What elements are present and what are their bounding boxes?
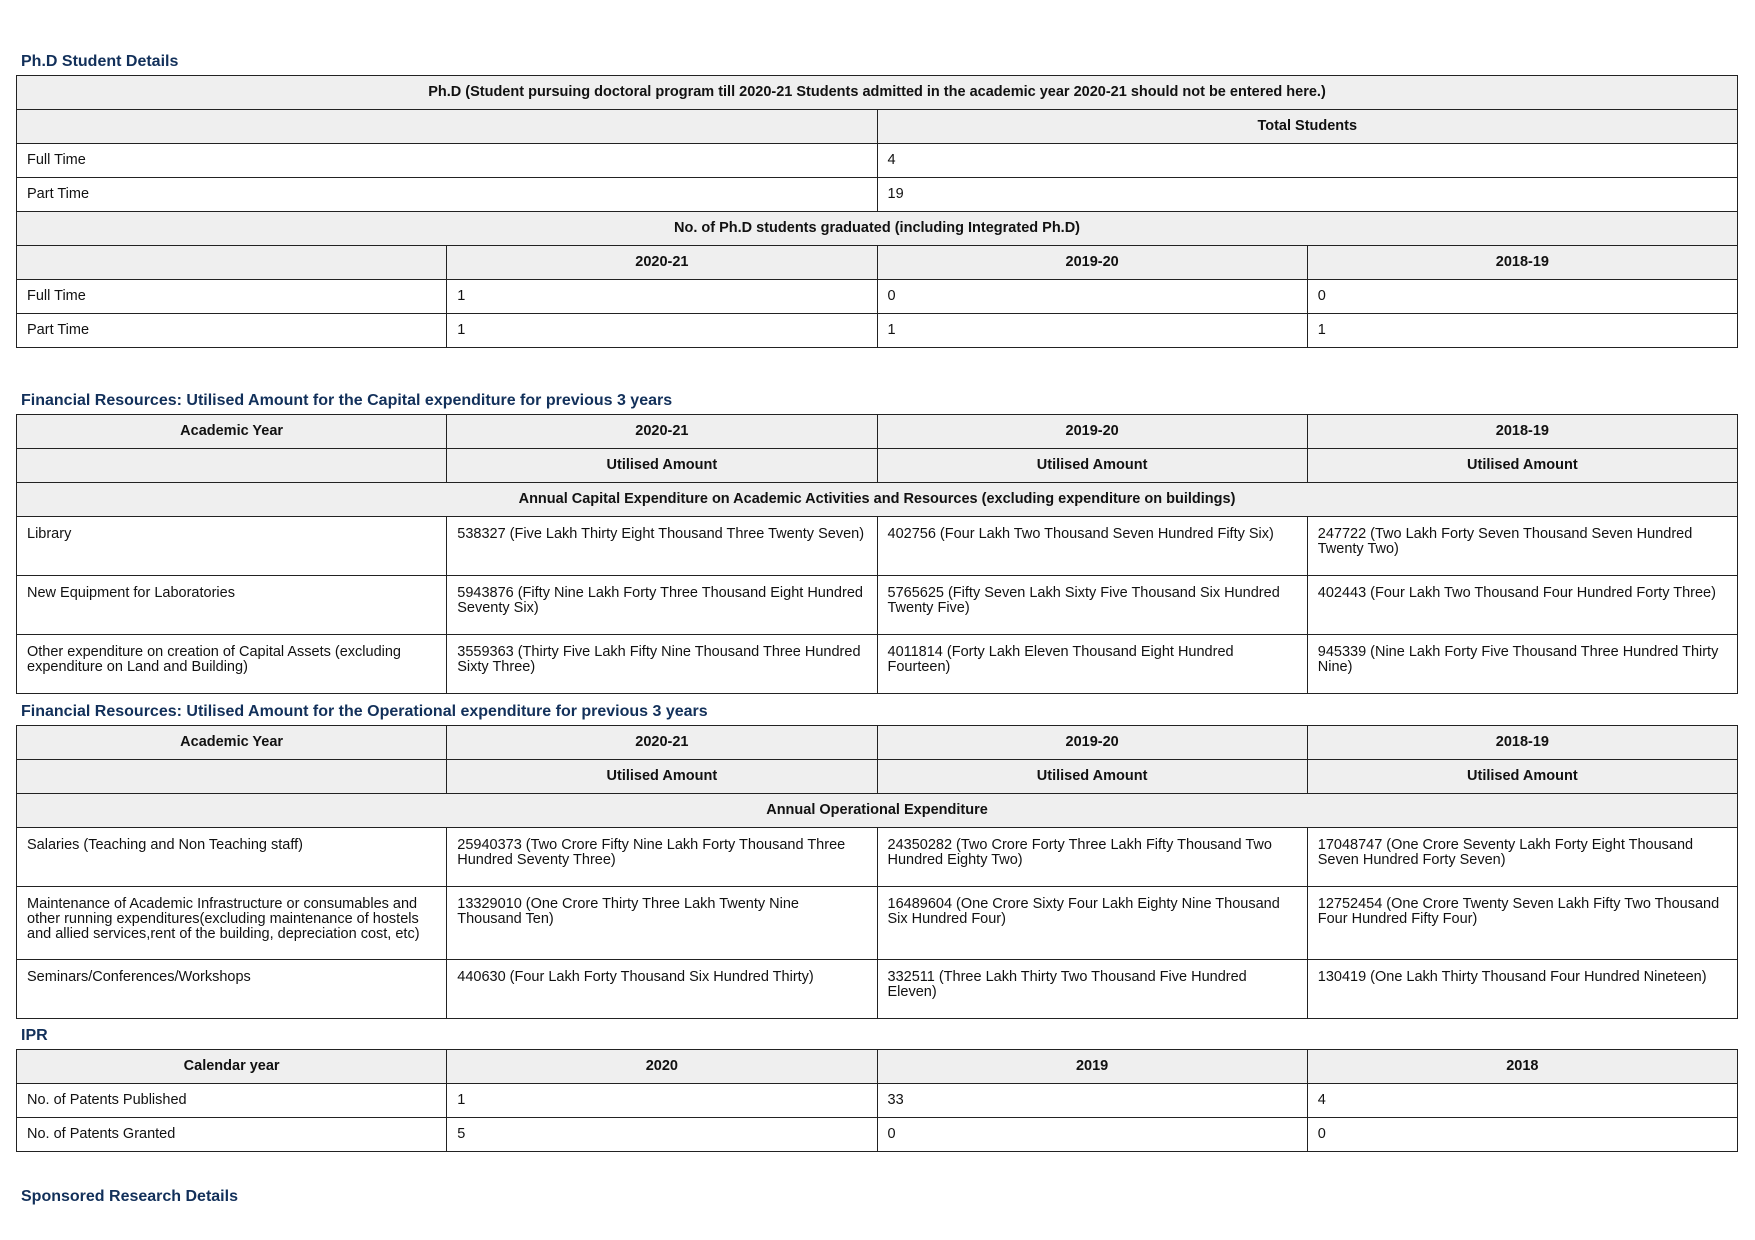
cell-value: 3559363 (Thirty Five Lakh Fifty Nine Thousand Three Hundred Sixty Three) [447,635,877,694]
row-label: Part Time [17,314,447,348]
table-row [17,576,1738,635]
table-row [17,314,1738,348]
cell-value: 402756 (Four Lakh Two Thousand Seven Hundred Fifty Six) [877,517,1307,576]
year-header: 2018-19 [1307,415,1737,449]
year-header: 2020-21 [447,415,877,449]
cell-value: 0 [1307,280,1737,314]
utilised-amount-header: Utilised Amount [447,760,877,794]
table-row [17,1118,1738,1152]
empty-header-cell [17,760,447,794]
graduated-banner: No. of Ph.D students graduated (including Integrated Ph.D) [17,212,1738,246]
empty-header-cell [17,449,447,483]
academic-year-header: Academic Year [17,726,447,760]
cell-value: 440630 (Four Lakh Forty Thousand Six Hundred Thirty) [447,960,877,1019]
capital-table [16,414,1738,694]
row-label: Maintenance of Academic Infrastructure or consumables and other running expenditures(excluding maintenance of hostels and allied services,rent of the building, depreciation cost, etc) [17,887,447,960]
cell-value: 247722 (Two Lakh Forty Seven Thousand Seven Hundred Twenty Two) [1307,517,1737,576]
cell-value: 24350282 (Two Crore Forty Three Lakh Fifty Thousand Two Hundred Eighty Two) [877,828,1307,887]
year-header: 2020 [447,1050,877,1084]
table-row [17,517,1738,576]
utilised-amount-header: Utilised Amount [877,449,1307,483]
cell-value: 5765625 (Fifty Seven Lakh Sixty Five Thousand Six Hundred Twenty Five) [877,576,1307,635]
row-label: Library [17,517,447,576]
cell-value: 1 [447,314,877,348]
cell-value: 0 [877,280,1307,314]
cell-value: 130419 (One Lakh Thirty Thousand Four Hundred Nineteen) [1307,960,1737,1019]
year-header: 2018 [1307,1050,1737,1084]
table-row [17,960,1738,1019]
cell-value: 402443 (Four Lakh Two Thousand Four Hundred Forty Three) [1307,576,1737,635]
cell-value: 4 [1307,1084,1737,1118]
phd-section-title: Ph.D Student Details [21,53,179,70]
cell-value: 12752454 (One Crore Twenty Seven Lakh Fifty Two Thousand Four Hundred Fifty Four) [1307,887,1737,960]
table-row [17,280,1738,314]
cell-value: 4 [877,144,1738,178]
empty-header-cell [17,110,878,144]
cell-value: 33 [877,1084,1307,1118]
year-header: 2018-19 [1307,246,1737,280]
row-label: Full Time [17,280,447,314]
cell-value: 17048747 (One Crore Seventy Lakh Forty Eight Thousand Seven Hundred Forty Seven) [1307,828,1737,887]
cell-value: 25940373 (Two Crore Fifty Nine Lakh Forty Thousand Three Hundred Seventy Three) [447,828,877,887]
table-row [17,144,1738,178]
operational-section-title: Financial Resources: Utilised Amount for the Operational expenditure for previous 3 years [21,703,708,720]
row-label: No. of Patents Published [17,1084,447,1118]
operational-banner: Annual Operational Expenditure [17,794,1738,828]
year-header: 2019-20 [877,246,1307,280]
year-header: 2019-20 [877,415,1307,449]
cell-value: 538327 (Five Lakh Thirty Eight Thousand Three Twenty Seven) [447,517,877,576]
table-row [17,1084,1738,1118]
academic-year-header: Academic Year [17,415,447,449]
year-header: 2020-21 [447,726,877,760]
phd-banner: Ph.D (Student pursuing doctoral program till 2020-21 Students admitted in the academic year 2020-21 should not be entered here.) [17,76,1738,110]
ipr-table [16,1049,1738,1152]
utilised-amount-header: Utilised Amount [1307,449,1737,483]
year-header: 2018-19 [1307,726,1737,760]
row-label: Part Time [17,178,878,212]
cell-value: 0 [877,1118,1307,1152]
year-header: 2019-20 [877,726,1307,760]
sponsored-section-title: Sponsored Research Details [21,1188,238,1205]
operational-section [16,703,1738,1019]
row-label: Seminars/Conferences/Workshops [17,960,447,1019]
capital-section [16,392,1738,694]
empty-header-cell [17,246,447,280]
cell-value: 332511 (Three Lakh Thirty Two Thousand Five Hundred Eleven) [877,960,1307,1019]
cell-value: 1 [1307,314,1737,348]
utilised-amount-header: Utilised Amount [877,760,1307,794]
calendar-year-header: Calendar year [17,1050,447,1084]
sponsored-section [16,1188,1738,1210]
row-label: No. of Patents Granted [17,1118,447,1152]
row-label: Full Time [17,144,878,178]
cell-value: 5943876 (Fifty Nine Lakh Forty Three Thousand Eight Hundred Seventy Six) [447,576,877,635]
cell-value: 5 [447,1118,877,1152]
capital-banner: Annual Capital Expenditure on Academic Activities and Resources (excluding expenditure on buildings) [17,483,1738,517]
cell-value: 0 [1307,1118,1737,1152]
row-label: Salaries (Teaching and Non Teaching staff) [17,828,447,887]
ipr-section-title: IPR [21,1027,48,1044]
ipr-section [16,1027,1738,1152]
year-header: 2019 [877,1050,1307,1084]
utilised-amount-header: Utilised Amount [1307,760,1737,794]
cell-value: 945339 (Nine Lakh Forty Five Thousand Three Hundred Thirty Nine) [1307,635,1737,694]
operational-table [16,725,1738,1019]
cell-value: 1 [447,280,877,314]
phd-section [16,53,1738,348]
cell-value: 19 [877,178,1738,212]
table-row [17,178,1738,212]
cell-value: 1 [877,314,1307,348]
phd-table [16,75,1738,348]
utilised-amount-header: Utilised Amount [447,449,877,483]
cell-value: 1 [447,1084,877,1118]
row-label: Other expenditure on creation of Capital Assets (excluding expenditure on Land and Building) [17,635,447,694]
total-students-header: Total Students [877,110,1738,144]
capital-section-title: Financial Resources: Utilised Amount for the Capital expenditure for previous 3 years [21,392,673,409]
table-row [17,635,1738,694]
table-row [17,828,1738,887]
year-header: 2020-21 [447,246,877,280]
cell-value: 13329010 (One Crore Thirty Three Lakh Twenty Nine Thousand Ten) [447,887,877,960]
cell-value: 16489604 (One Crore Sixty Four Lakh Eighty Nine Thousand Six Hundred Four) [877,887,1307,960]
cell-value: 4011814 (Forty Lakh Eleven Thousand Eight Hundred Fourteen) [877,635,1307,694]
row-label: New Equipment for Laboratories [17,576,447,635]
table-row [17,887,1738,960]
